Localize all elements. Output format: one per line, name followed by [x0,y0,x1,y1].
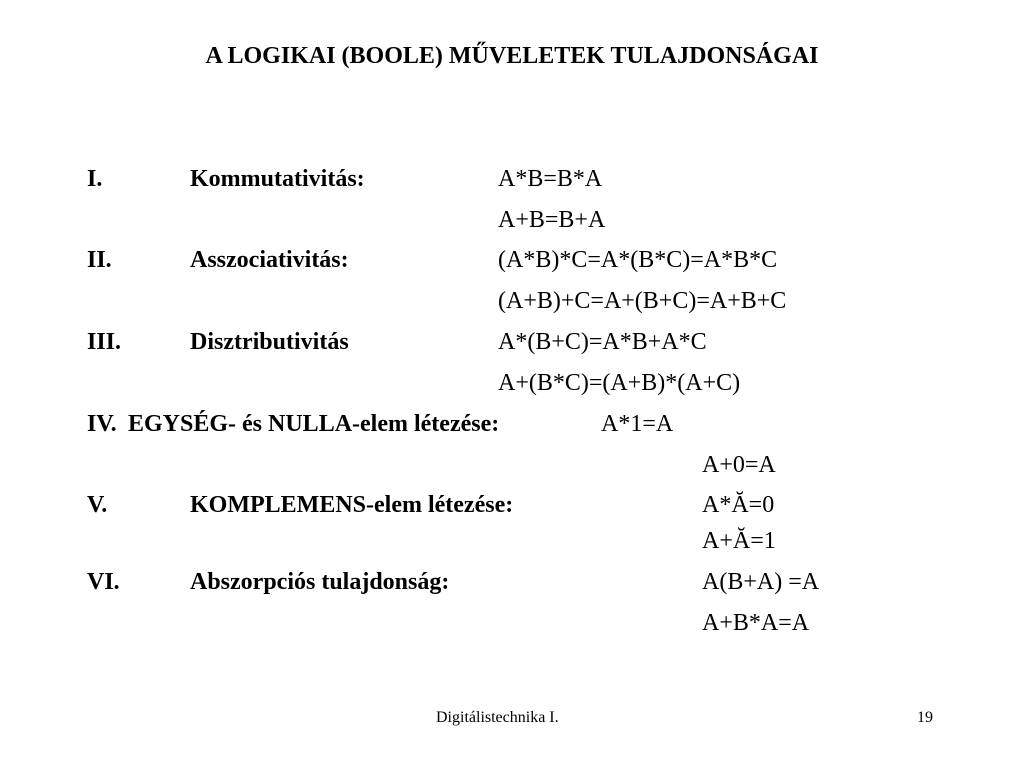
formula-nulla-elem: A+0=A [702,452,776,478]
label-egyseg-nulla-elem: EGYSÉG- és NULLA-elem létezése: [128,411,500,437]
label-disztributivitas: Disztributivitás [190,329,349,355]
formula-egyseg-elem: A*1=A [601,411,674,437]
formula-disztributivitas-or: A+(B*C)=(A+B)*(A+C) [498,370,741,396]
numeral-v: V. [87,492,108,518]
label-kommutativitas: Kommutativitás: [190,166,365,192]
label-asszociativitas: Asszociativitás: [190,247,349,273]
label-komplemens-elem: KOMPLEMENS-elem létezése: [190,492,514,518]
numeral-vi: VI. [87,569,120,595]
formula-asszociativitas-and: (A*B)*C=A*(B*C)=A*B*C [498,247,778,273]
formula-komplemens-or: A+Ă=1 [702,528,776,554]
formula-abszorpcio-1: A(B+A) =A [702,569,820,595]
numeral-iii: III. [87,329,122,355]
numeral-iv: IV. [87,411,117,437]
label-abszorpcios: Abszorpciós tulajdonság: [190,569,450,595]
page-number: 19 [917,709,933,726]
footer-course: Digitálistechnika I. [436,709,559,726]
formula-disztributivitas-and: A*(B+C)=A*B+A*C [498,329,707,355]
numeral-i: I. [87,166,103,192]
numeral-ii: II. [87,247,112,273]
formula-abszorpcio-2: A+B*A=A [702,610,810,636]
formula-kommutativitas-and: A*B=B*A [498,166,603,192]
page-title: A LOGIKAI (BOOLE) MŰVELETEK TULAJDONSÁGAI [205,43,819,69]
formula-komplemens-and: A*Ă=0 [702,492,775,518]
formula-asszociativitas-or: (A+B)+C=A+(B+C)=A+B+C [498,288,787,314]
formula-kommutativitas-or: A+B=B+A [498,207,606,233]
